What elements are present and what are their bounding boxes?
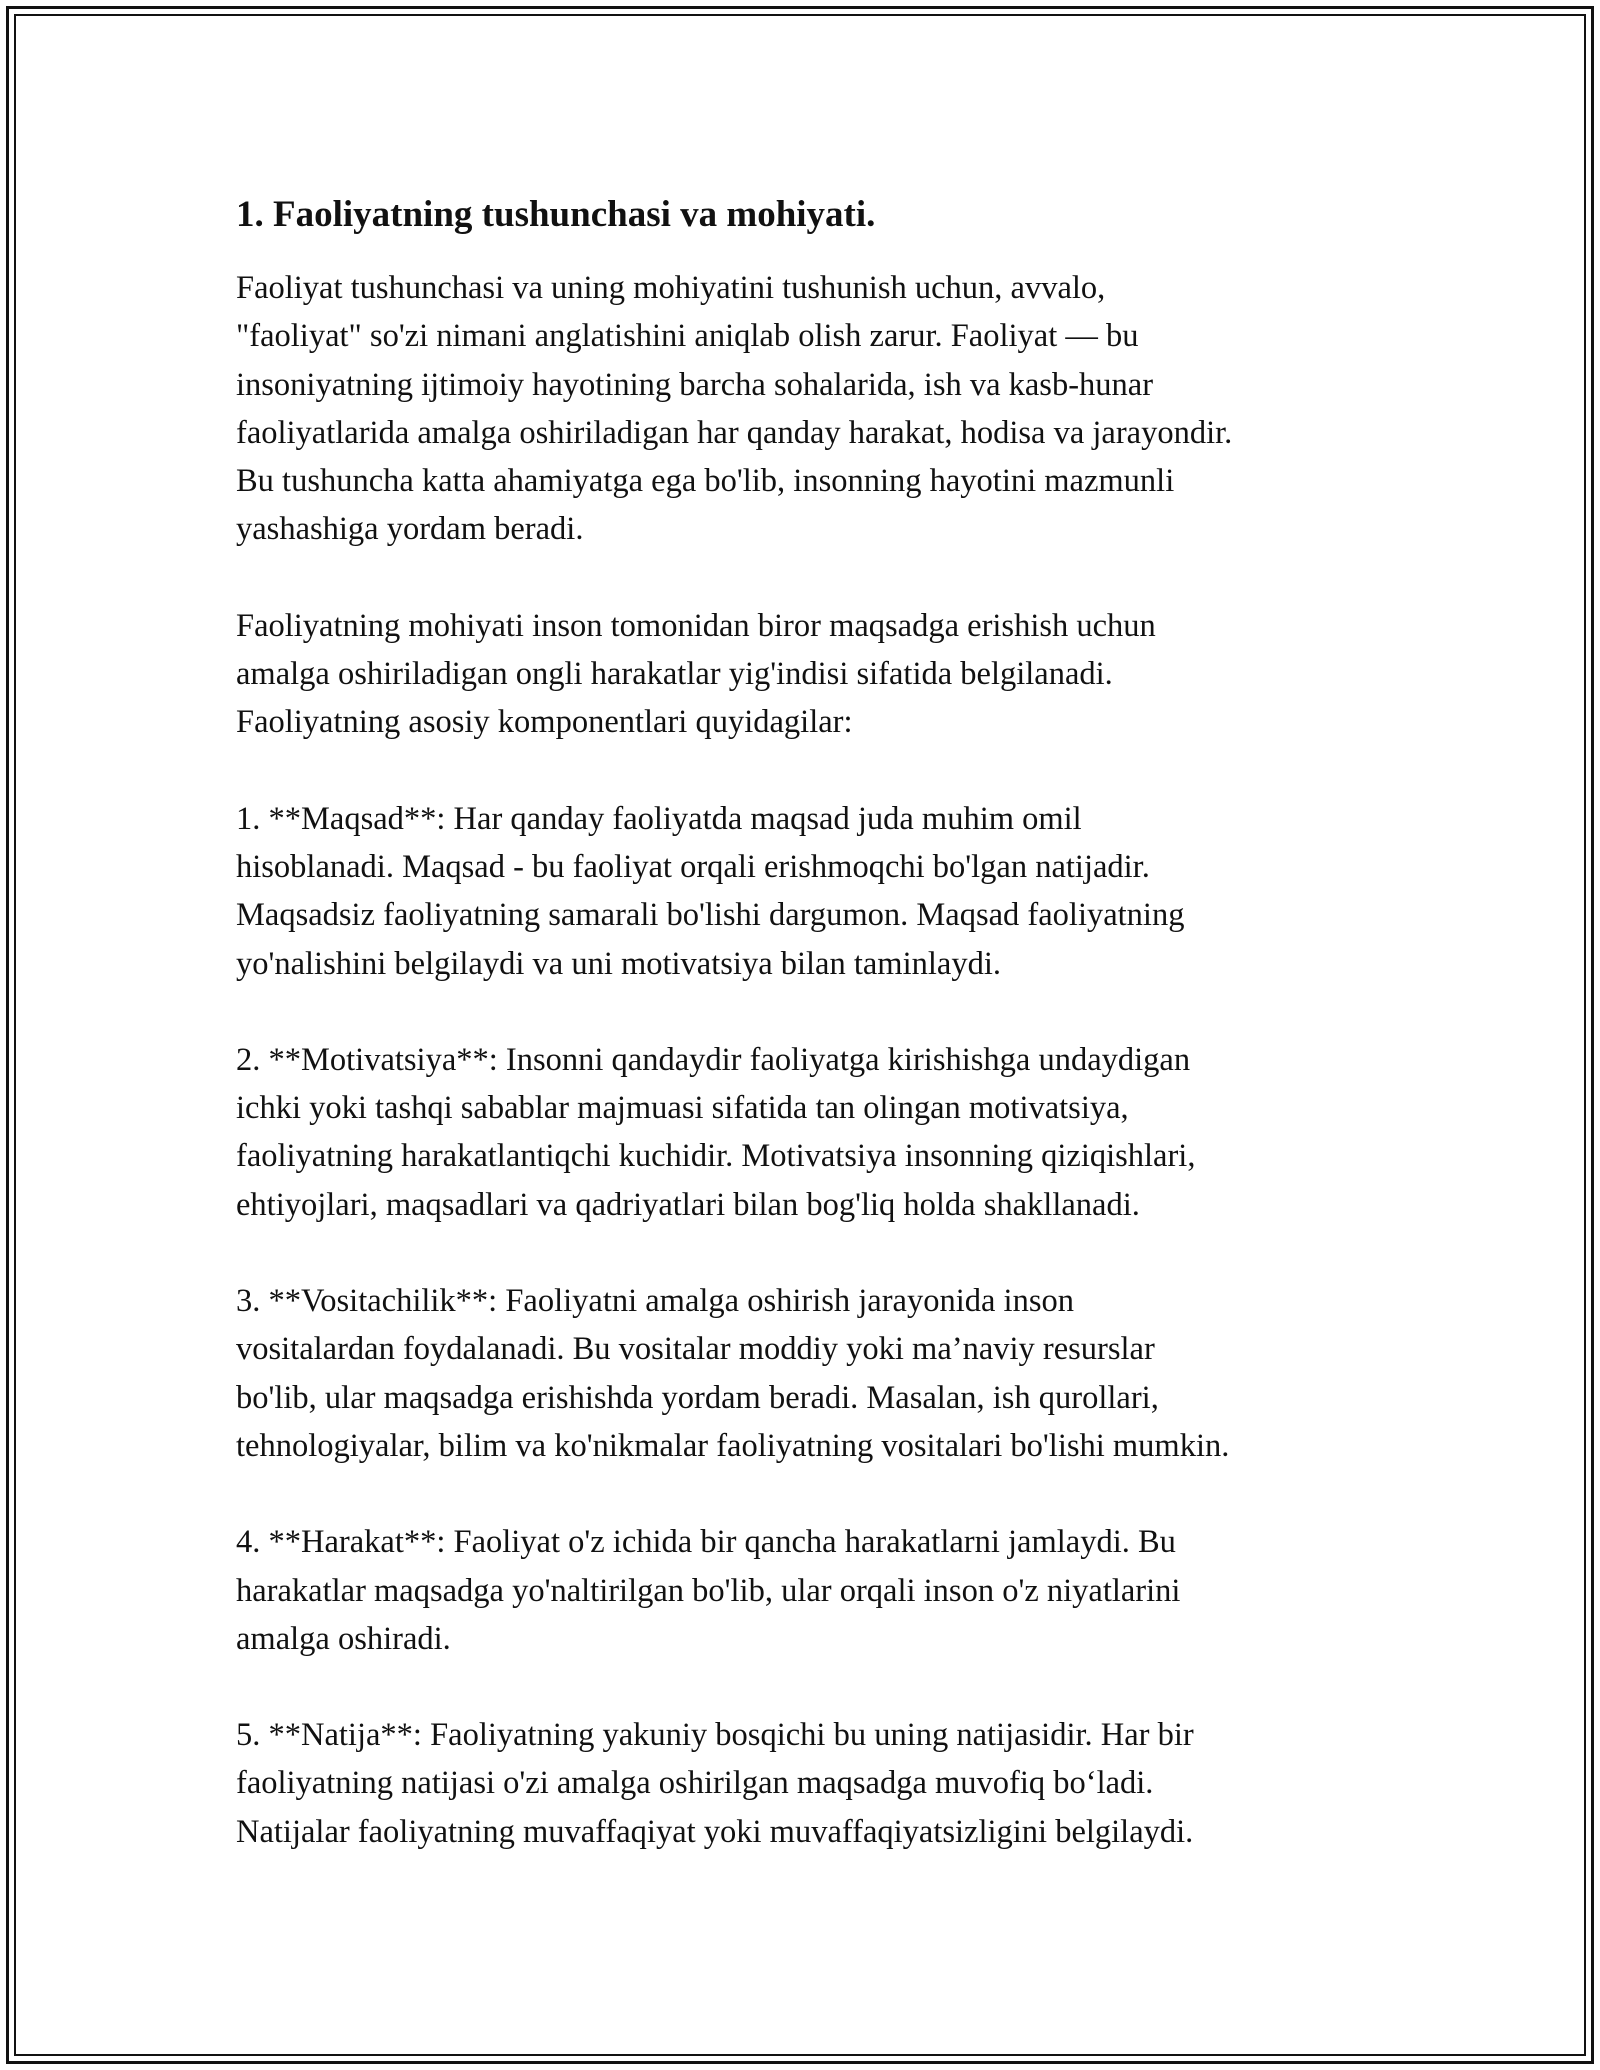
paragraph-line: Bu tushuncha katta ahamiyatga ega bo'lib, insonning hayotini mazmunli: [236, 463, 1175, 500]
paragraph-line: Faoliyatning asosiy komponentlari quyidagilar:: [236, 704, 853, 741]
section-title: 1. Faoliyatning tushunchasi va mohiyati.: [236, 194, 876, 235]
paragraph-line: bo'lib, ular maqsadga erishishda yordam beradi. Masalan, ish qurollari,: [236, 1379, 1159, 1416]
paragraph-line: tehnologiyalar, bilim va ko'nikmalar faoliyatning vositalari bo'lishi mumkin.: [236, 1427, 1230, 1464]
paragraph-line: 5. **Natija**: Faoliyatning yakuniy bosqichi bu uning natijasidir. Har bir: [236, 1717, 1194, 1754]
paragraph-line: insoniyatning ijtimoiy hayotining barcha sohalarida, ish va kasb-hunar: [236, 366, 1154, 403]
document-body: [236, 188, 1376, 1904]
paragraph: [236, 602, 1376, 747]
paragraph-list: [236, 264, 1376, 1856]
paragraph-line: Faoliyat tushunchasi va uning mohiyatini tushunish uchun, avvalo,: [236, 270, 1106, 306]
paragraph-line: "faoliyat" so'zi nimani anglatishini aniqlab olish zarur. Faoliyat — bu: [236, 318, 1139, 355]
paragraph-line: 1. **Maqsad**: Har qanday faoliyatda maqsad juda muhim omil: [236, 800, 1082, 837]
paragraph-line: amalga oshiriladigan ongli harakatlar yig'indisi sifatida belgilanadi.: [236, 656, 1113, 693]
paragraph-line: yo'nalishini belgilaydi va uni motivatsiya bilan taminlaydi.: [236, 945, 1001, 982]
paragraph-line: faoliyatning natijasi o'zi amalga oshirilgan maqsadga muvofiq bo‘ladi.: [236, 1765, 1154, 1802]
paragraph-line: 3. **Vositachilik**: Faoliyatni amalga oshirish jarayonida inson: [236, 1283, 1074, 1320]
paragraph: [236, 1036, 1376, 1229]
paragraph: [236, 1277, 1376, 1470]
paragraph-line: yashashiga yordam beradi.: [236, 511, 584, 548]
paragraph: [236, 1518, 1376, 1663]
paragraph-line: Faoliyatning mohiyati inson tomonidan biror maqsadga erishish uchun: [236, 607, 1156, 644]
paragraph-line: 4. **Harakat**: Faoliyat o'z ichida bir qancha harakatlarni jamlaydi. Bu: [236, 1524, 1176, 1561]
paragraph-line: amalga oshiradi.: [236, 1620, 451, 1657]
paragraph-line: Natijalar faoliyatning muvaffaqiyat yoki muvaffaqiyatsizligini belgilaydi.: [236, 1813, 1194, 1850]
paragraph-line: ehtiyojlari, maqsadlari va qadriyatlari bilan bog'liq holda shakllanadi.: [236, 1186, 1140, 1223]
paragraph-line: vositalardan foydalanadi. Bu vositalar moddiy yoki ma’naviy resurslar: [236, 1331, 1155, 1368]
paragraph: [236, 1711, 1376, 1856]
paragraph: [236, 795, 1376, 988]
paragraph: [236, 264, 1376, 554]
paragraph-line: Maqsadsiz faoliyatning samarali bo'lishi dargumon. Maqsad faoliyatning: [236, 897, 1185, 934]
paragraph-line: ichki yoki tashqi sabablar majmuasi sifatida tan olingan motivatsiya,: [236, 1090, 1129, 1127]
paragraph-line: harakatlar maqsadga yo'naltirilgan bo'lib, ular orqali inson o'z niyatlarini: [236, 1572, 1181, 1609]
paragraph-line: hisoblanadi. Maqsad - bu faoliyat orqali erishmoqchi bo'lgan natijadir.: [236, 848, 1150, 885]
paragraph-line: faoliyatning harakatlantiqchi kuchidir. Motivatsiya insonning qiziqishlari,: [236, 1138, 1196, 1175]
paragraph-line: 2. **Motivatsiya**: Insonni qandaydir faoliyatga kirishishga undaydigan: [236, 1041, 1191, 1078]
paragraph-line: faoliyatlarida amalga oshiriladigan har qanday harakat, hodisa va jarayondir.: [236, 414, 1233, 451]
